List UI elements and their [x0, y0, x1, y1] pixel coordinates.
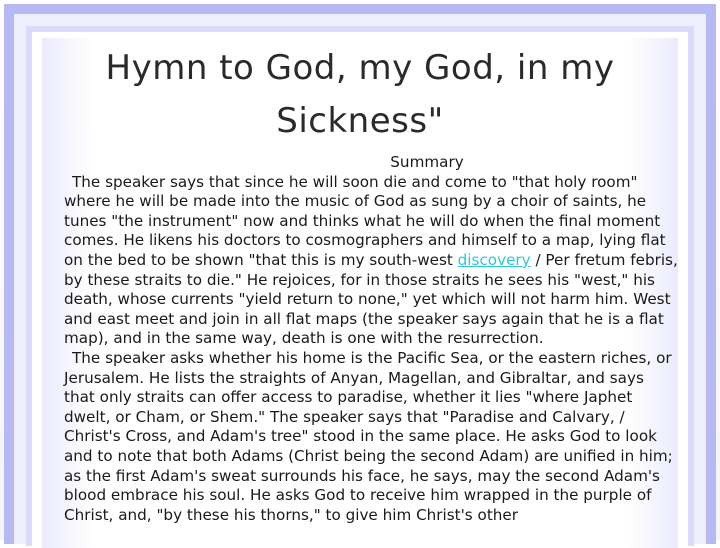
- summary-paragraph-2: The speaker asks whether his home is the Pacific Sea, or the eastern riches, or Jerusalem. He lists the straights of Anyan, Magellan, and Gibraltar, and says that only straits can offer access to paradise, whether it lies "where Japhet dwelt, or Cham, or Shem." The speaker says that "Paradise and Calvary, / Christ's Cross, and Adam's tree" stood in the same place. He asks God to look and to note that both Adams (Christ being the second Adam) are unified in him; as the first Adam's sweat surrounds his face, he says, may the second Adam's blood embrace his soul. He asks God to receive him wrapped in the purple of Christ, and, "by these his thorns," to give him Christ's other: [64, 348, 673, 524]
- summary-paragraph-1: [64, 173, 678, 349]
- discovery-link[interactable]: discovery: [457, 250, 531, 269]
- slide-title: Hymn to God, my God, in my Sickness": [105, 48, 615, 141]
- summary-heading: Summary: [390, 153, 464, 171]
- paragraph-1-text-start: The speaker says that since he will soon die and come to "that holy room" where he will be made into the music of God as sung by a choir of saints, he tunes "the instrument" now and thinks what he will do when the final moment comes. He likens his doctors to cosmographers and himself to a map, lying flat on the bed to be shown "that this is my south-west: [64, 172, 666, 269]
- paragraph-1-text-end: / Per fretum febris, by these straits to die." He rejoices, for in those straits he sees his "west," his death, whose currents "yield return to none," yet which will not harm him. West and east meet and join in all flat maps (the speaker says again that he is a flat map), and in the same way, death is one with the resurrection.: [64, 250, 678, 348]
- slide-body: [64, 153, 678, 525]
